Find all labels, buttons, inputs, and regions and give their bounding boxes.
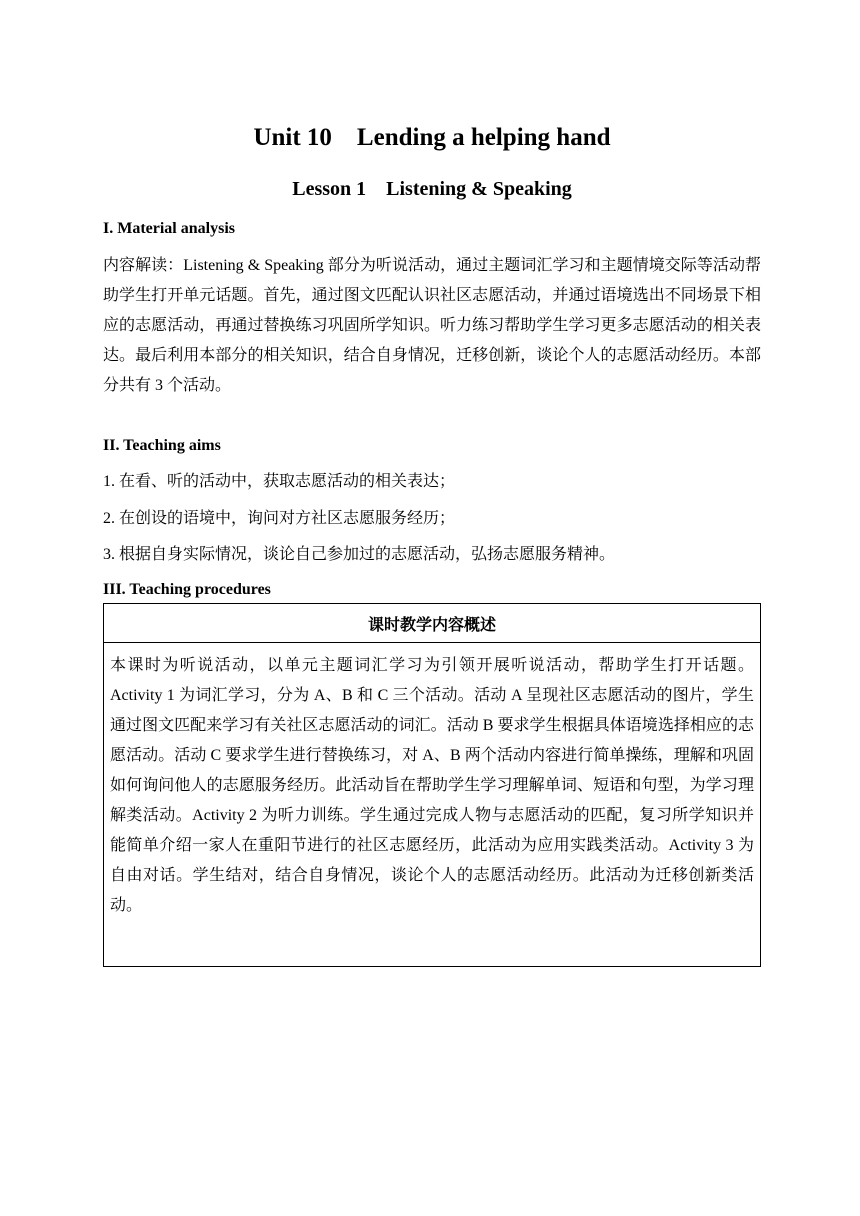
teaching-aims-heading: II. Teaching aims — [103, 437, 221, 454]
teaching-aim-item-2: 2. 在创设的语境中，询问对方社区志愿服务经历； — [103, 510, 456, 527]
material-analysis-text: 内容解读：Listening & Speaking 部分为听说活动，通过主题词汇学习和主题情境交际等活动帮助学生打开单元话题。首先，通过图文匹配认识社区志愿活动，并通过语境选出不同场景下相应的志愿活动，再通过替换练习巩固所学知识。听力练习帮助学生学习更多志愿活动的相关表达。最后利用本部分的相关知识，结合自身情况，迁移创新，谈论个人的志愿活动经历。本部分共有 3 个活动。 — [103, 257, 761, 394]
unit-title: Unit 10 Lending a helping hand — [253, 124, 611, 151]
teaching-aim-item-3: 3. 根据自身实际情况，谈论自己参加过的志愿活动，弘扬志愿服务精神。 — [103, 546, 616, 563]
material-analysis-heading: I. Material analysis — [103, 220, 235, 237]
procedures-table-header: 课时教学内容概述 — [104, 604, 760, 643]
procedures-table-body: 本课时为听说活动，以单元主题词汇学习为引领开展听说活动，帮助学生打开话题。Activity 1 为词汇学习，分为 A、B 和 C 三个活动。活动 A 呈现社区志愿活动的图片，学生通过图文匹配来学习有关社区志愿活动的词汇。活动 B 要求学生根据具体语境选择相应的志愿活动。活动 C 要求学生进行替换练习，对 A、B 两个活动内容进行简单操练，理解和巩固如何询问他人的志愿服务经历。此活动旨在帮助学生学习理解单词、短语和句型，为学习理解类活动。Activity 2 为听力训练。学生通过完成人物与志愿活动的匹配，复习所学知识并能简单介绍一家人在重阳节进行的社区志愿经历，此活动为应用实践类活动。Activity 3 为自由对话。学生结对，结合自身情况，谈论个人的志愿活动经历。此活动为迁移创新类活动。 — [110, 657, 754, 914]
lesson-title: Lesson 1 Listening & Speaking — [292, 178, 572, 200]
teaching-procedures-heading: III. Teaching procedures — [103, 581, 271, 598]
procedures-table — [103, 603, 761, 967]
teaching-aim-item-1: 1. 在看、听的活动中，获取志愿活动的相关表达； — [103, 473, 456, 490]
